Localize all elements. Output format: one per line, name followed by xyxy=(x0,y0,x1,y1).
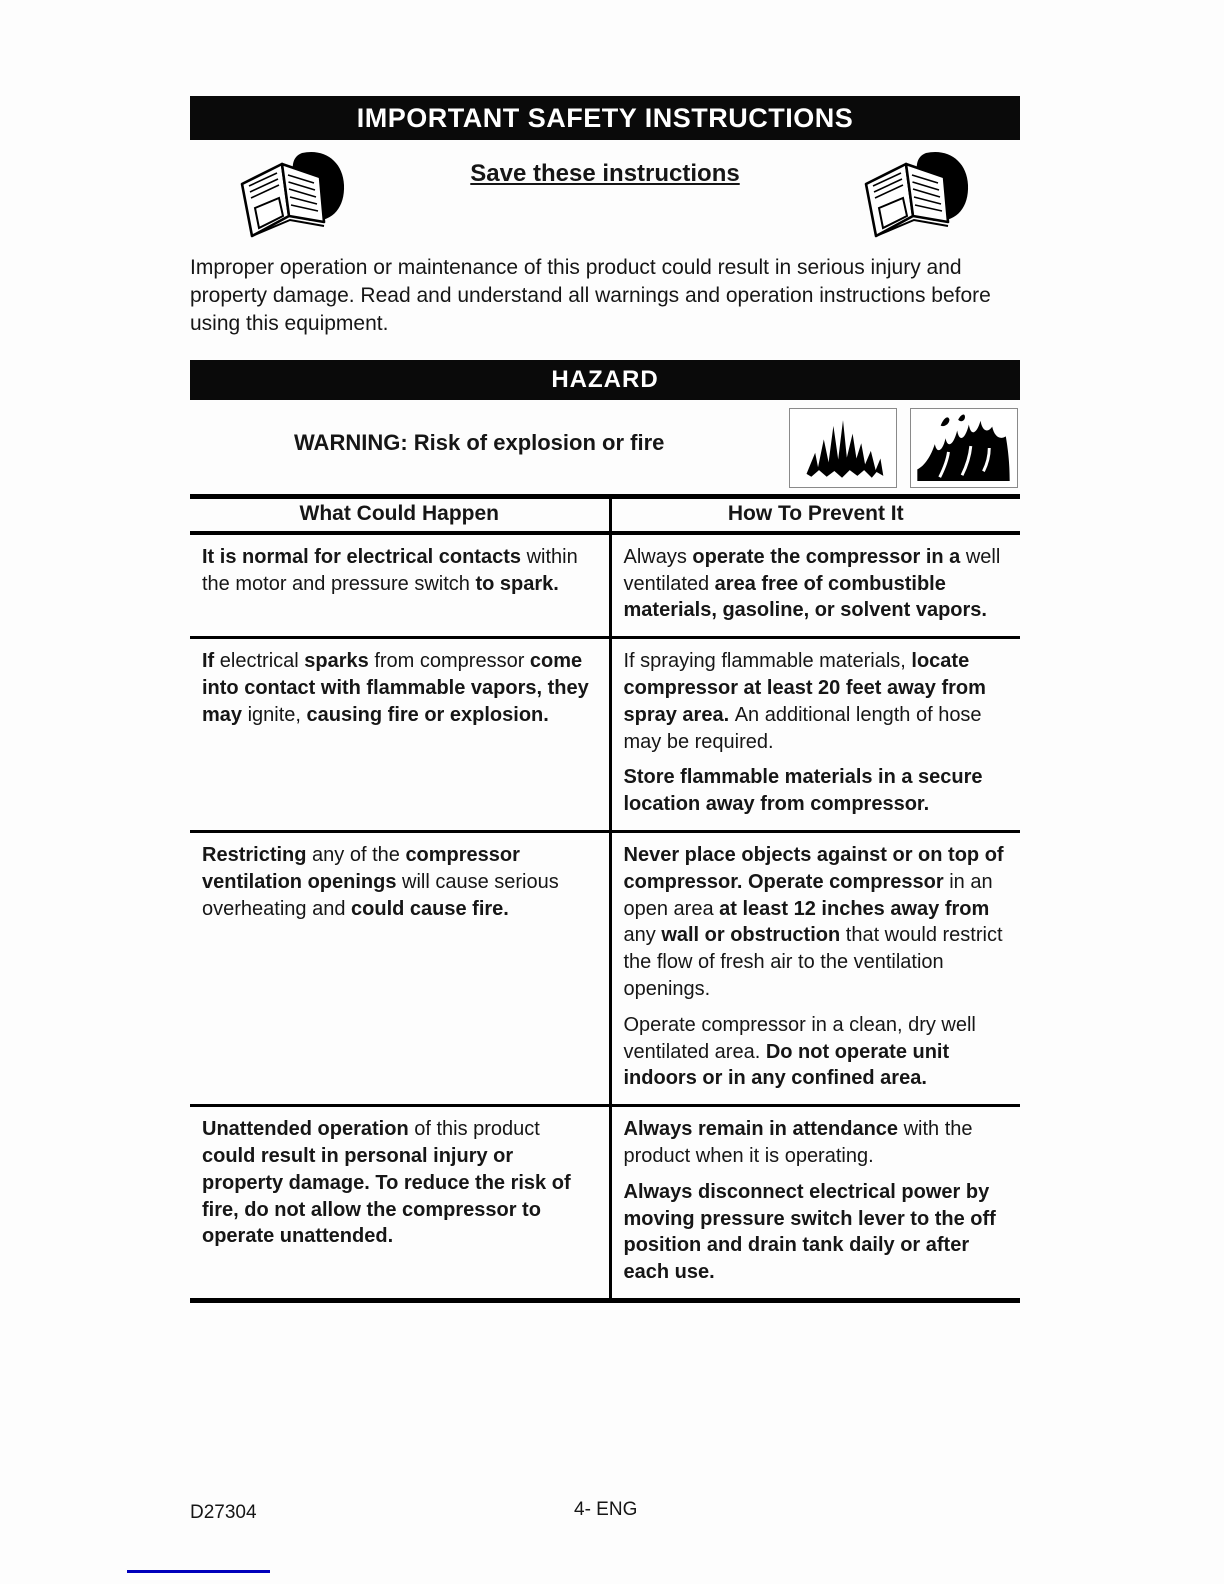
footer-underline xyxy=(127,1570,270,1573)
important-safety-instructions-banner xyxy=(190,96,1020,140)
warning-row xyxy=(190,400,1020,494)
cell-paragraph: Never place objects against or on top of compressor. Operate compressor in an open area at least 12 inches away from any wall or obstruction that would restrict the flow of fresh air to the ventilation openings. xyxy=(623,843,1004,1000)
intro-paragraph: Improper operation or maintenance of this product could result in serious injury and property damage. Read and understand all warnings and operation instructions before using this equipment. xyxy=(190,256,991,335)
cell-paragraph: Unattended operation of this product could result in personal injury or property damage. To reduce the risk of fire, do not allow the compressor to operate unattended. xyxy=(202,1118,571,1248)
cell-paragraph: Always operate the compressor in a well ventilated area free of combustible materials, gasoline, or solvent vapors. xyxy=(623,545,1001,622)
what-could-happen-cell xyxy=(190,1106,610,1301)
save-instructions-row xyxy=(190,146,1020,250)
hazard-banner-label: HAZARD xyxy=(551,365,659,393)
fire-icon xyxy=(910,408,1018,488)
cell-paragraph: Always disconnect electrical power by moving pressure switch lever to the off position and drain tank daily or after each use. xyxy=(623,1180,996,1284)
cell-paragraph: Store flammable materials in a secure location away from compressor. xyxy=(623,766,983,816)
hazard-table-body xyxy=(190,533,1020,1301)
cell-paragraph: Restricting any of the compressor ventilation openings will cause serious overheating and could cause fire. xyxy=(202,843,559,920)
cell-paragraph: It is normal for electrical contacts within the motor and pressure switch to spark. xyxy=(202,545,578,595)
table-row xyxy=(190,831,1020,1105)
what-could-happen-cell xyxy=(190,533,610,638)
hazard-banner xyxy=(190,360,1020,400)
hazard-table xyxy=(190,494,1020,1303)
cell-paragraph: If spraying flammable materials, locate compressor at least 20 feet away from spray area. An additional length of hose may be required. xyxy=(623,650,986,753)
save-instructions-heading: Save these instructions xyxy=(470,160,740,187)
document-number: D27304 xyxy=(190,1502,257,1523)
what-could-happen-cell xyxy=(190,831,610,1105)
how-to-prevent-cell xyxy=(610,638,1020,832)
explosion-icon xyxy=(789,408,897,488)
warning-text: WARNING: Risk of explosion or fire xyxy=(294,429,665,455)
table-header-row xyxy=(190,496,1020,533)
read-manual-icon xyxy=(230,148,352,242)
what-could-happen-header: What Could Happen xyxy=(190,496,610,533)
table-row xyxy=(190,1106,1020,1301)
what-could-happen-cell xyxy=(190,638,610,832)
how-to-prevent-cell xyxy=(610,1106,1020,1301)
how-to-prevent-cell xyxy=(610,533,1020,638)
read-manual-icon xyxy=(854,148,976,242)
banner-title: IMPORTANT SAFETY INSTRUCTIONS xyxy=(356,102,854,133)
table-row xyxy=(190,533,1020,638)
cell-paragraph: Always remain in attendance with the product when it is operating. xyxy=(623,1118,973,1167)
page-number: 4- ENG xyxy=(574,1499,638,1520)
hazard-pictograms xyxy=(789,408,1018,488)
page-content xyxy=(190,96,1020,1303)
table-row xyxy=(190,638,1020,832)
how-to-prevent-cell xyxy=(610,831,1020,1105)
cell-paragraph: If electrical sparks from compressor come into contact with flammable vapors, they may ignite, causing fire or explosion. xyxy=(202,650,589,726)
how-to-prevent-header: How To Prevent It xyxy=(610,496,1020,533)
cell-paragraph: Operate compressor in a clean, dry well ventilated area. Do not operate unit indoors or in any confined area. xyxy=(623,1013,976,1090)
